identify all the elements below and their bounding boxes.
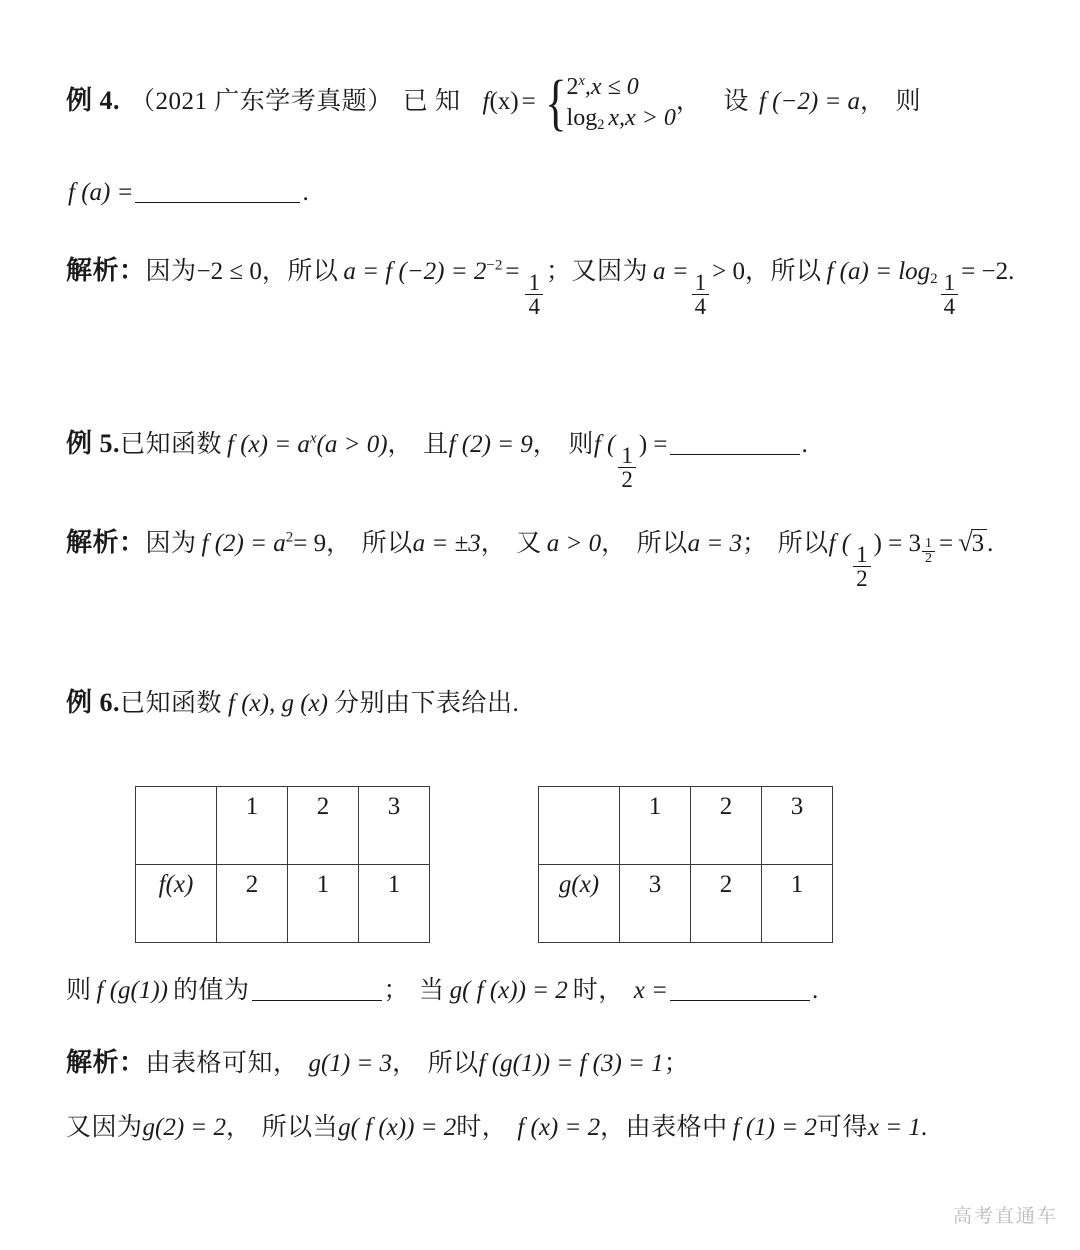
- example-5-f2: f (2) = 9: [448, 430, 533, 458]
- q6-mid: 的值为: [173, 976, 250, 1004]
- fraction-one-half-sol: $\frac{1}{2}$: [853, 543, 871, 591]
- sol6b-result: x = 1: [867, 1114, 921, 1141]
- example-6-solution-line-2: [66, 1115, 927, 1140]
- sol4-comma2: ，: [744, 258, 771, 285]
- q6-expr1: f (g(1)): [96, 976, 169, 1004]
- table-row-header-f: [136, 787, 430, 865]
- sol6b-cond: g( f (x)) = 2: [338, 1114, 457, 1141]
- example-5-comma-1: ，: [387, 430, 414, 458]
- sol4-again: 又因为: [571, 258, 648, 285]
- q6-x-eq: x =: [633, 976, 669, 1004]
- sol6-expr: f (g(1)) = f (3) = 1: [478, 1050, 664, 1077]
- case-2: $\log_2 x,x > 0$: [566, 105, 676, 134]
- g-table-header-2: 2: [691, 787, 762, 865]
- sol5-again: 又: [516, 530, 542, 557]
- f-table-row-label: f(x): [136, 865, 217, 943]
- sol4-gt: > 0: [712, 258, 745, 285]
- q6-expr2: g( f (x)) = 2: [449, 976, 568, 1004]
- example-4-equals: =: [521, 88, 536, 116]
- sol5-comma2: ，: [480, 530, 507, 557]
- sol6b-f1: f (1) = 2: [732, 1114, 817, 1141]
- solution-label-6: 解析：: [66, 1048, 146, 1077]
- example-5-q-close: ) =: [638, 430, 668, 458]
- sol6b-from-table: 由表格中: [625, 1114, 728, 1141]
- case-1: $2^x,x \le 0$: [566, 73, 639, 100]
- sol4-so1: 所以: [287, 258, 339, 285]
- sol5-eq: =: [939, 530, 954, 557]
- answer-blank-example-4[interactable]: [135, 178, 300, 203]
- sol4-semicolon: ；: [545, 258, 572, 285]
- sol6-comma1: ，: [392, 1050, 418, 1077]
- sol5-expr1: f (2) = a: [201, 530, 286, 557]
- sol6b-g2: g(2) = 2: [142, 1114, 227, 1141]
- answer-blank-example-6a[interactable]: [252, 976, 382, 1001]
- sol5-expr1-exp: 2: [285, 529, 294, 546]
- example-5-stem-text: 已知函数: [120, 430, 223, 458]
- q6-time: 时，: [572, 976, 624, 1004]
- example-6-stem-text: 已知函数: [120, 690, 223, 717]
- sol6b-comma1: ，: [226, 1114, 252, 1141]
- example-4-then-word: 则: [895, 88, 922, 116]
- example-5-fx-exp: x: [309, 430, 317, 447]
- g-table-corner: [539, 787, 620, 865]
- example-4-source: （2021 广东学考真题）: [130, 88, 393, 116]
- answer-blank-example-5[interactable]: [670, 430, 800, 455]
- f-table-corner: [136, 787, 217, 865]
- example-4-label: 例 4.: [66, 86, 121, 116]
- sol5-expr5-f: f (: [828, 530, 851, 557]
- example-4-fx: f: [482, 88, 490, 116]
- example-4-fx-arg: (x): [489, 88, 519, 116]
- sol4-expr2: a =: [652, 258, 689, 285]
- example-5-fx-cond: (a > 0): [316, 430, 388, 458]
- sol5-semicolon: ；: [742, 530, 768, 557]
- example-5-solution: [66, 530, 993, 591]
- sol4-cond: −2 ≤ 0: [196, 258, 262, 285]
- sol6b-so: 所以当: [261, 1114, 339, 1141]
- example-4-solution: [66, 258, 1014, 319]
- solution-label-5: 解析：: [66, 528, 146, 557]
- sol4-so2: 所以: [770, 258, 822, 285]
- g-table-row-label: g(x): [539, 865, 620, 943]
- sol4-eq1: =: [505, 258, 520, 285]
- sol5-so1: 所以: [361, 530, 413, 557]
- f-table-value-3: 1: [359, 865, 430, 943]
- fraction-one-half-q: $\frac{1}{2}$: [618, 444, 636, 492]
- table-row-header-g: [539, 787, 833, 865]
- sol5-expr5-close: ) = 3: [873, 530, 922, 557]
- sol5-because: 因为: [145, 530, 197, 557]
- sol4-period: .: [1008, 258, 1015, 285]
- sol4-expr-a: a = f (−2) = 2: [343, 258, 487, 285]
- sol5-period: .: [987, 530, 994, 557]
- example-4-comma-2: ，: [860, 88, 886, 116]
- example-6-question: [66, 976, 818, 1003]
- sol5-comma3: ，: [601, 530, 627, 557]
- left-brace: {: [544, 68, 567, 137]
- sol5-expr3: a > 0: [546, 530, 602, 557]
- q6-period: .: [812, 976, 819, 1004]
- sol4-comma1: ，: [261, 258, 288, 285]
- sol6-from: 由表格可知，: [145, 1050, 299, 1077]
- sol4-fa: f (a) = log: [826, 258, 931, 285]
- sol5-so3: 所以: [777, 530, 829, 557]
- f-table-header-3: 3: [359, 787, 430, 865]
- sol6b-time: 时，: [456, 1114, 508, 1141]
- sol5-expr4: a = 3: [687, 530, 743, 557]
- exponent-one-half: $\frac{1}{2}$: [922, 537, 935, 567]
- g-table-header-3: 3: [762, 787, 833, 865]
- q6-lead: 则: [66, 976, 92, 1004]
- sol6-semicolon: ；: [663, 1050, 690, 1077]
- g-table-value-1: 3: [620, 865, 691, 943]
- sol4-exp: −2: [486, 257, 503, 274]
- sol4-result: = −2: [961, 258, 1009, 285]
- sqrt-3: √3: [956, 530, 987, 556]
- fraction-one-quarter-2: $\frac{1}{4}$: [692, 271, 710, 319]
- example-5-and: 且: [423, 430, 449, 458]
- example-5-label: 例 5.: [66, 428, 121, 458]
- g-table-value-2: 2: [691, 865, 762, 943]
- sol6b-fx: f (x) = 2: [517, 1114, 601, 1141]
- example-4-question-expr: f (a) =: [68, 178, 134, 206]
- example-5-period: .: [801, 430, 808, 458]
- fraction-one-quarter-1: $\frac{1}{4}$: [525, 271, 543, 319]
- example-6-stem-tail: 分别由下表给出.: [333, 690, 520, 717]
- sol6b-again: 又因为: [66, 1114, 143, 1141]
- example-4-question: [68, 178, 309, 205]
- example-5-then: 则: [568, 430, 594, 458]
- q6-semicolon: ；: [383, 976, 410, 1004]
- sol6b-comma2: ，: [600, 1114, 626, 1141]
- f-table-value-1: 2: [217, 865, 288, 943]
- g-table-value-3: 1: [762, 865, 833, 943]
- f-table-header-2: 2: [288, 787, 359, 865]
- f-table-value-2: 1: [288, 865, 359, 943]
- example-4-comma: ，: [675, 88, 702, 116]
- g-table: [538, 786, 833, 943]
- example-4-set-word: 设: [723, 88, 749, 116]
- sol6b-get: 可得: [816, 1114, 868, 1141]
- sol4-because: 因为: [145, 258, 197, 285]
- sol5-comma1: ，: [326, 530, 352, 557]
- example-4-intro: 已 知: [402, 88, 461, 116]
- q6-when: 当: [419, 976, 445, 1004]
- table-row-values-g: [539, 865, 833, 943]
- example-5-q-fx: f (: [593, 430, 616, 458]
- sol4-log-base: 2: [930, 271, 938, 288]
- example-6-label: 例 6.: [66, 688, 121, 717]
- piecewise-cases: [541, 68, 676, 137]
- watermark: 高考直通车: [952, 1206, 1058, 1227]
- example-6-stem: [66, 690, 519, 716]
- f-table-header-1: 1: [217, 787, 288, 865]
- g-table-header-1: 1: [620, 787, 691, 865]
- f-table: [135, 786, 430, 943]
- example-6-solution-line-1: [66, 1050, 689, 1076]
- sol5-so2: 所以: [636, 530, 688, 557]
- example-4-stem: [66, 68, 922, 137]
- solution-label-4: 解析：: [66, 256, 146, 285]
- answer-blank-example-6b[interactable]: [670, 976, 810, 1001]
- example-6-functions: f (x), g (x): [228, 690, 328, 717]
- sol5-expr2: a = ±3: [412, 530, 481, 557]
- example-5-stem: [66, 430, 808, 492]
- sol6b-period: .: [920, 1114, 928, 1141]
- sol5-expr1-tail: = 9: [293, 530, 327, 557]
- sol6-so: 所以: [427, 1050, 479, 1077]
- example-5-comma-2: ，: [532, 430, 559, 458]
- table-row-values-f: [136, 865, 430, 943]
- fraction-one-quarter-3: $\frac{1}{4}$: [941, 271, 959, 319]
- example-5-fx-def: f (x) = a: [227, 430, 310, 458]
- example-4-given: f (−2) = a: [758, 88, 861, 116]
- sol6-g1: g(1) = 3: [308, 1050, 393, 1077]
- example-4-period: .: [302, 178, 309, 206]
